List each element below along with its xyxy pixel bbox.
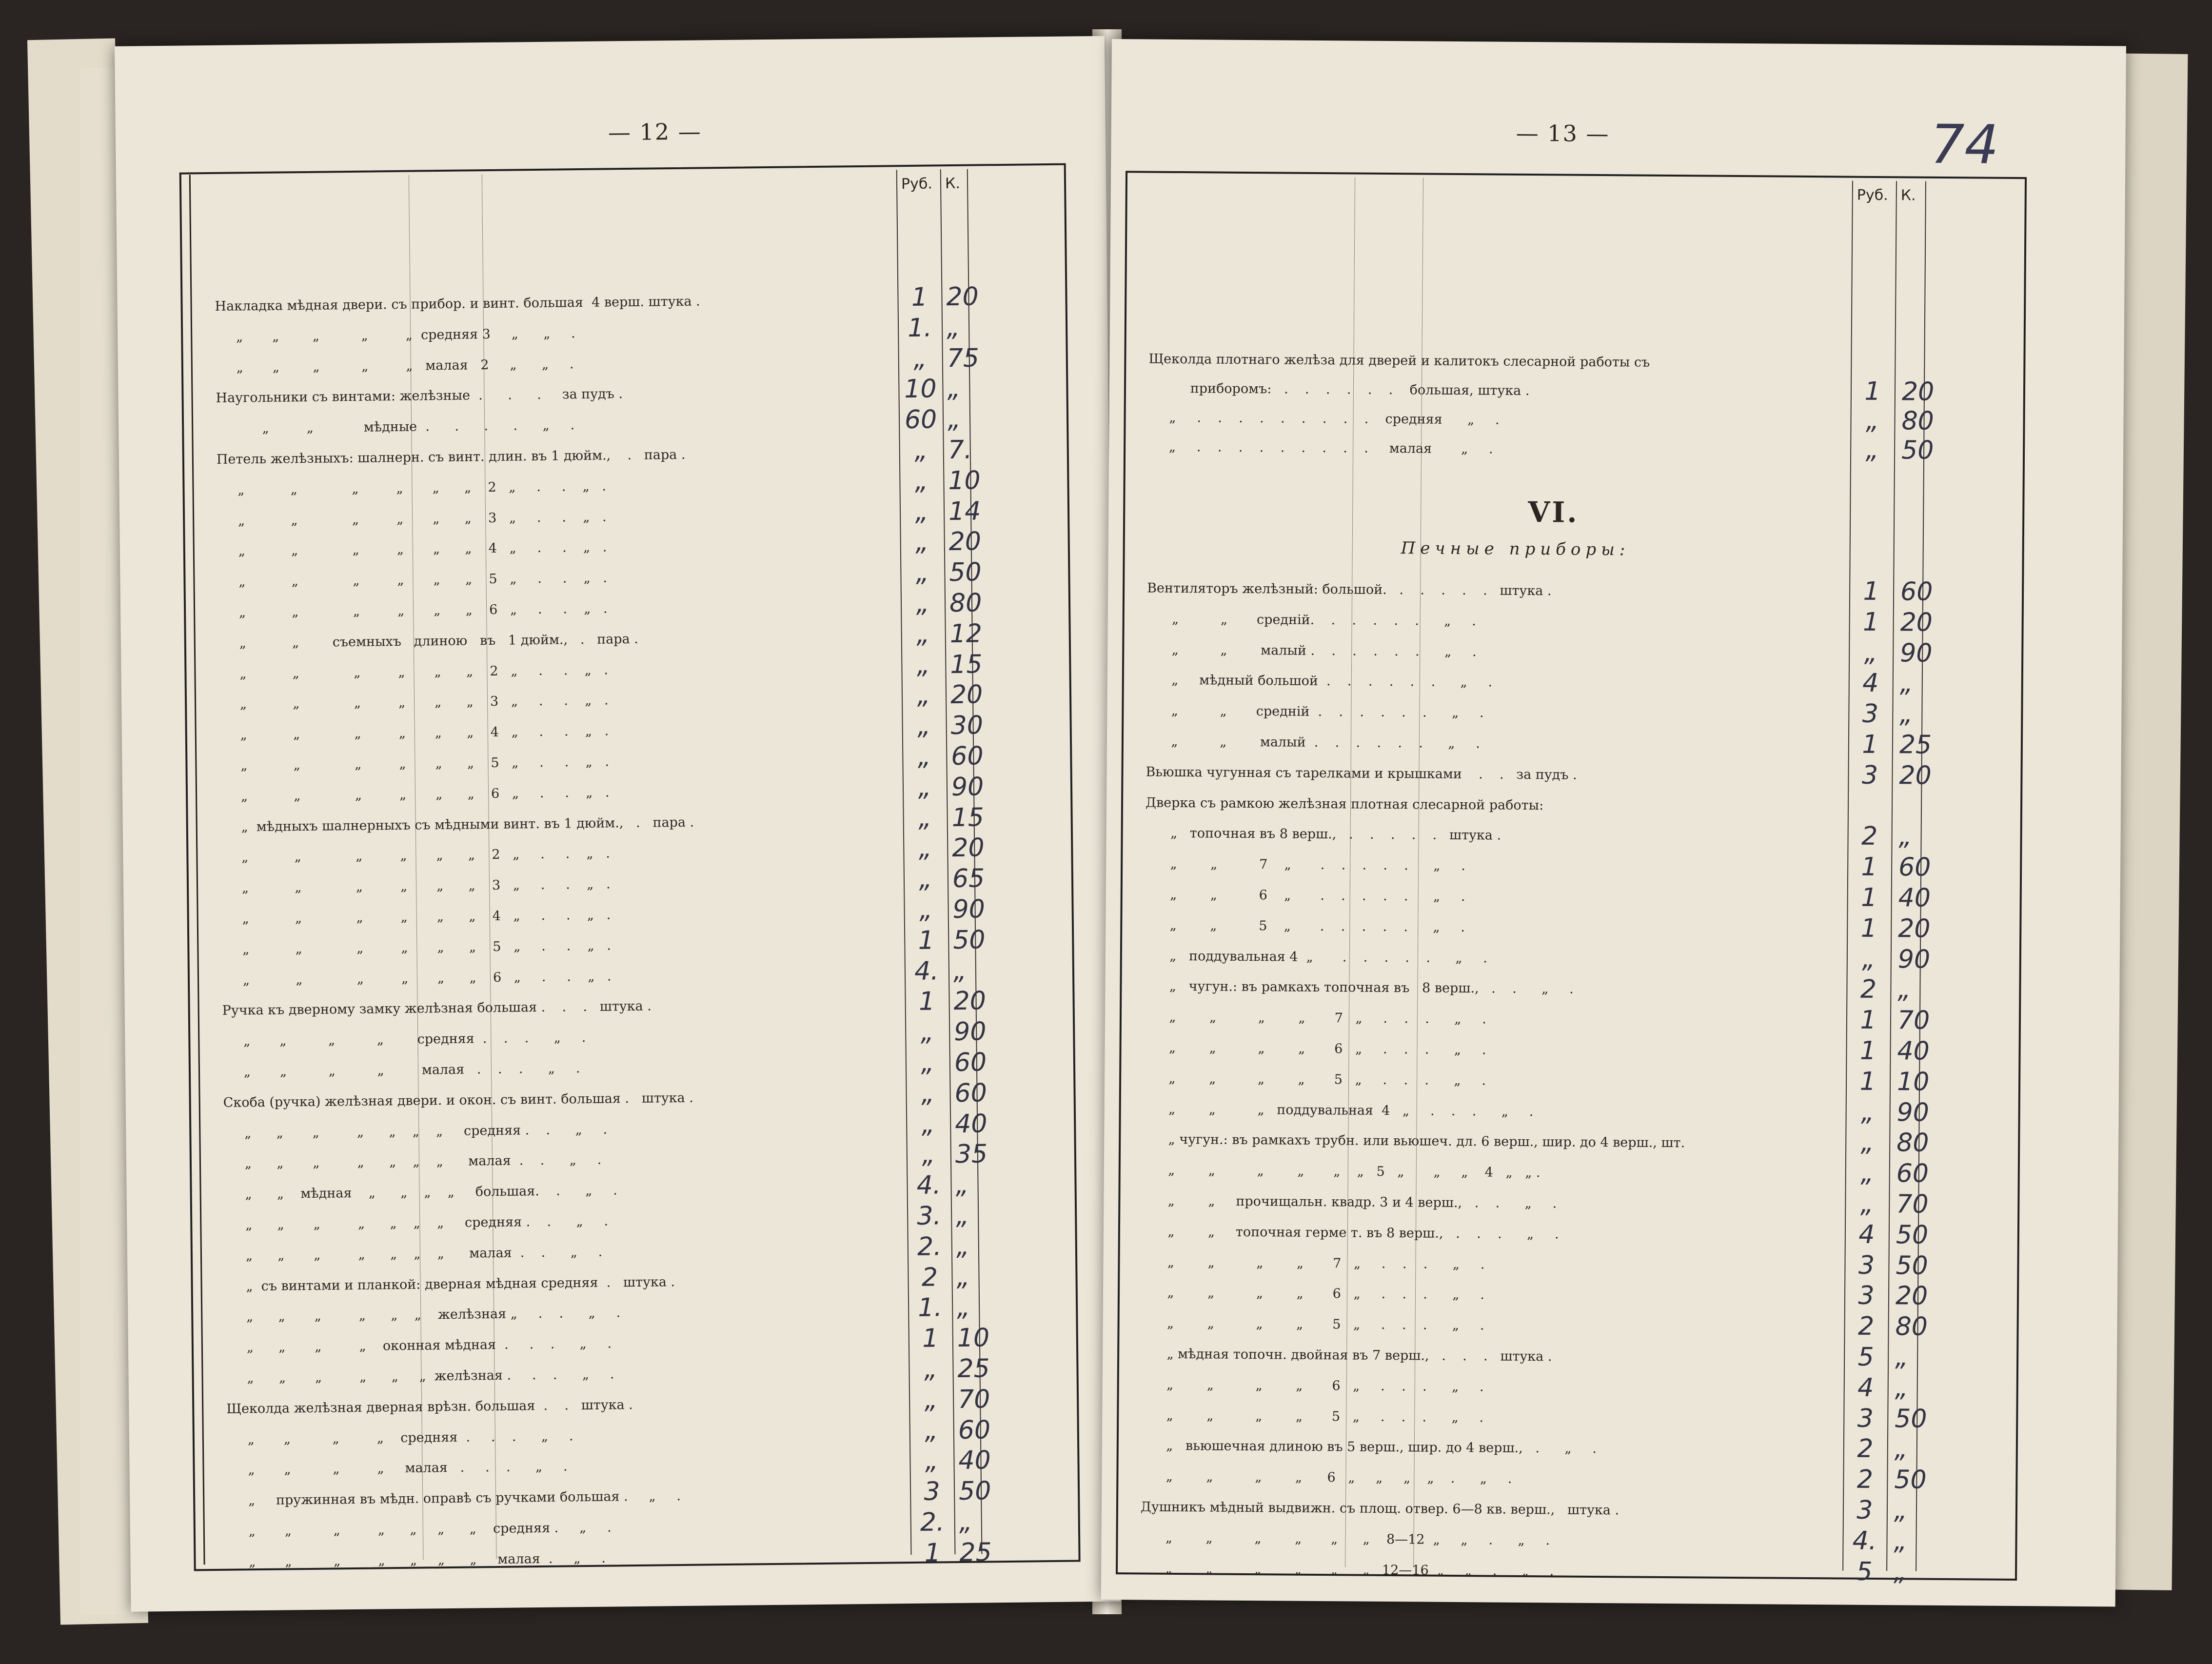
price-kopecks: 90 (1900, 638, 1933, 668)
price-rubles: „ (1860, 1189, 1874, 1219)
price-kopecks: 70 (1897, 1006, 1930, 1035)
price-rubles: „ (916, 650, 930, 680)
price-rubles: 3 (1856, 1495, 1873, 1525)
item-description: „ „ „ „ „ малая 2 „ „ . (215, 356, 574, 376)
item-description: „ „ малый . . . . . . „ . (1146, 733, 1481, 752)
price-rubles: 2 (1857, 1434, 1874, 1464)
price-rubles: „ (916, 589, 929, 618)
price-kopecks: 15 (950, 650, 983, 679)
item-description: „ „ „ „ 6 „ „ „ „ . „ . (1141, 1468, 1512, 1486)
item-description: „ „ съемныхъ длиною въ 1 дюйм., . пара . (218, 631, 638, 651)
item-description: „ „ „ „ „ „ желѣзная . . . „ . (226, 1367, 614, 1386)
price-kopecks: 20 (952, 833, 985, 863)
item-description: „ „ „ „ 7 „ . . . „ . (1142, 1254, 1485, 1272)
item-description: „ чугун.: въ рамкахъ топочная въ 8 верш., . . „ . (1144, 978, 1574, 997)
price-rubles: 1 (1859, 1036, 1876, 1066)
right-page (1101, 39, 2126, 1606)
price-rubles: „ (924, 1354, 938, 1384)
price-kopecks: 7. (948, 435, 972, 465)
price-rubles: „ (915, 527, 929, 557)
item-description: „ „ мѣдные . . . . „ . (216, 417, 575, 437)
item-description: „ „ „ „ „ „ 6 „ . . „ . (218, 601, 608, 620)
page-number: — 12 — (608, 118, 702, 146)
price-kopecks: „ (1895, 1373, 1908, 1403)
item-description: „ „ „ „ оконная мѣдная . . . „ . (225, 1336, 612, 1355)
price-rubles: „ (915, 558, 929, 588)
price-kopecks: „ (947, 374, 961, 404)
item-description: „ мѣдныхъ шалнерныхъ съ мѣдными винт. въ 1 дюйм., . пара . (220, 814, 694, 835)
price-rubles: 1 (1863, 576, 1879, 607)
item-description: „ „ „ „ „ „ „ малая . „ . (228, 1550, 606, 1570)
price-kopecks: „ (1895, 1343, 1909, 1372)
left-page (115, 36, 1121, 1612)
price-kopecks: 60 (954, 1048, 987, 1078)
price-kopecks: „ (1898, 822, 1912, 852)
price-kopecks: 60 (1898, 852, 1931, 882)
price-rubles: „ (917, 711, 931, 741)
price-rubles: „ (921, 1079, 935, 1109)
price-rubles: 1 (1860, 913, 1877, 943)
price-rubles: 3. (917, 1201, 942, 1231)
price-kopecks: 65 (952, 864, 985, 894)
price-rubles: 4 (1858, 1220, 1875, 1249)
price-kopecks: 90 (1897, 944, 1931, 974)
price-kopecks: 60 (954, 1078, 988, 1108)
price-rubles: 1 (1862, 730, 1878, 760)
price-rubles: 2. (920, 1507, 945, 1537)
price-kopecks: 10 (957, 1323, 990, 1353)
item-description: „ пружинная въ мѣдн. оправѣ съ ручками большая . „ . (227, 1488, 681, 1508)
price-kopecks: „ (956, 1293, 970, 1323)
price-rubles: „ (919, 864, 932, 894)
item-description: „ „ „ „ „ „ 4 „ . . „ . (221, 907, 611, 927)
price-kopecks: 25 (959, 1538, 992, 1567)
item-description: Щеколда желѣзная дверная врѣзн. большая . . штука . (226, 1397, 633, 1417)
price-rubles: 1 (1861, 852, 1877, 882)
price-rubles: „ (925, 1446, 939, 1476)
price-kopecks: 50 (958, 1476, 991, 1506)
item-description: „ „ „ „ „ „ „ средняя . „ . (227, 1520, 612, 1539)
price-kopecks: 20 (1898, 914, 1931, 944)
price-kopecks: 15 (951, 803, 985, 832)
price-rubles: „ (914, 466, 928, 496)
price-kopecks: „ (953, 956, 967, 986)
item-description: „ „ „ „ „ „ 5 „ „ „ 4 „ „ . (1143, 1162, 1540, 1181)
price-kopecks: 90 (953, 1017, 987, 1047)
price-rubles: „ (925, 1416, 938, 1446)
section-numeral: VI. (1528, 495, 1579, 529)
price-rubles: 1 (1860, 1005, 1876, 1035)
price-rubles: „ (921, 1048, 934, 1078)
item-description: „ „ „ „ „ „ 5 „ . . „ . (217, 570, 608, 590)
price-rubles: 1 (1862, 607, 1879, 637)
price-kopecks: 20 (1895, 1281, 1928, 1311)
price-kopecks: 20 (948, 527, 982, 557)
item-description: „ „ „ „ „ „ 5 „ . . „ . (219, 754, 610, 773)
price-table (1140, 176, 2018, 1587)
header-rub: Руб. (1856, 186, 1888, 204)
price-kopecks: 90 (1896, 1097, 1930, 1128)
item-description: „ „ „ „ „ „ 2 „ . . „ . (220, 846, 611, 866)
price-rubles: 4. (914, 956, 939, 986)
item-description: „ „ „ „ средняя . . . „ . (226, 1428, 573, 1447)
item-description: „ „ „ „ 7 „ . . . „ . (1144, 1009, 1486, 1027)
price-kopecks: 25 (957, 1354, 990, 1384)
item-description: „ „ „ „ „ „ 2 „ . . „ . (218, 662, 609, 682)
price-kopecks: „ (946, 313, 960, 342)
item-description: „ „ малый . . . . . . „ . (1146, 642, 1477, 659)
price-rubles: 1 (922, 1324, 939, 1353)
price-rubles: 4. (1852, 1526, 1877, 1556)
price-kopecks: „ (1899, 699, 1913, 729)
price-rubles: „ (922, 1140, 935, 1170)
price-rubles: 5 (1856, 1557, 1873, 1586)
price-rubles: „ (914, 436, 928, 465)
item-description: „ „ „ „ „ „ 4 „ . . „ . (217, 539, 607, 559)
price-kopecks: „ (1893, 1557, 1907, 1587)
item-description: „ „ „ „ „ „ 4 „ . . „ . (219, 723, 609, 743)
price-kopecks: 50 (1901, 436, 1934, 465)
price-kopecks: 20 (946, 282, 979, 312)
price-kopecks: 90 (951, 772, 984, 802)
price-rubles: „ (920, 1017, 934, 1047)
item-description: „ „ средній . . . . . . „ . (1146, 703, 1484, 721)
price-kopecks: 60 (951, 741, 984, 772)
price-kopecks: 60 (1900, 577, 1933, 607)
price-kopecks: 70 (957, 1385, 990, 1414)
price-rubles: 3 (1858, 1281, 1875, 1311)
price-rubles: „ (921, 1109, 935, 1139)
item-description: „ „ 5 „ . . . . . „ . (1145, 917, 1465, 935)
price-kopecks: 75 (947, 343, 980, 373)
header-rub: Руб. (901, 175, 933, 193)
header-kop: К. (945, 175, 961, 193)
price-kopecks: „ (955, 1201, 969, 1231)
item-description: Душникъ мѣдный выдвижн. съ площ. отвер. 6—8 кв. верш., штука . (1140, 1499, 1620, 1518)
price-rubles: 1 (918, 987, 935, 1017)
item-description: „ „ „ „ „ „ 6 „ . . „ . (219, 785, 610, 804)
price-table (214, 168, 1067, 1570)
price-kopecks: 50 (1896, 1220, 1929, 1250)
price-rubles: „ (1860, 1128, 1874, 1158)
item-description: „ „ „ „ 6 „ . . . „ . (1141, 1377, 1484, 1395)
item-description: Дверка съ рамкою желѣзная плотная слесарной работы: (1145, 795, 1544, 813)
item-description: „ „ „ „ 5 „ . . . „ . (1142, 1315, 1484, 1333)
item-description: Скоба (ручка) желѣзная двери. и окон. съ винт. большая . штука . (223, 1090, 693, 1110)
price-rubles: 2. (917, 1232, 942, 1262)
price-rubles: 1 (1860, 883, 1877, 912)
price-kopecks: 50 (949, 557, 982, 588)
price-rubles: 1 (918, 926, 935, 955)
item-description: „ „ „ „ „ „ 8—12 „ „ . „ . (1140, 1530, 1550, 1548)
price-kopecks: „ (955, 1170, 969, 1200)
item-description: Накладка мѣдная двери. съ прибор. и винт. большая 4 верш. штука . (215, 294, 700, 314)
price-kopecks: 20 (1900, 608, 1933, 637)
price-kopecks: 14 (948, 496, 981, 526)
price-rubles: 3 (1857, 1404, 1874, 1433)
price-kopecks: 80 (1901, 406, 1934, 436)
price-kopecks: 40 (958, 1446, 991, 1476)
price-rubles: 2 (1856, 1465, 1874, 1495)
price-rubles: 1 (1859, 1067, 1876, 1096)
price-rubles: „ (918, 773, 931, 802)
price-rubles: 2 (1860, 975, 1877, 1005)
price-rubles: „ (918, 803, 932, 833)
item-description: Наугольники съ винтами: желѣзные . . . за пудъ . (216, 386, 623, 406)
item-description: Вьюшка чугунная съ тарелками и крышками . . за пудъ . (1146, 764, 1577, 783)
price-kopecks: 80 (1896, 1128, 1929, 1158)
price-rubles: 10 (904, 374, 937, 404)
price-kopecks: 80 (1895, 1312, 1928, 1342)
item-description: Щеколда плотнаго желѣза для дверей и калитокъ слесарной работы съ (1148, 351, 1650, 370)
price-kopecks: 90 (952, 894, 986, 925)
price-rubles: „ (917, 680, 930, 711)
price-rubles: „ (1864, 638, 1877, 668)
price-rubles: „ (1860, 1158, 1874, 1189)
price-kopecks: 80 (949, 588, 982, 618)
item-description: „ „ „ „ „ „ „ средняя . . „ . (223, 1122, 608, 1141)
price-kopecks: 40 (1897, 1036, 1930, 1066)
item-description: „ . . . . . . . . . средняя „ . (1148, 410, 1500, 428)
price-rubles: 3 (1862, 699, 1879, 729)
price-kopecks: 12 (949, 619, 983, 649)
price-kopecks: 50 (1894, 1465, 1927, 1495)
price-rubles: 2 (1857, 1311, 1875, 1342)
item-description: „ „ „ „ „ „ 12—16 „ „ . „ . (1140, 1561, 1554, 1579)
price-rubles: 1 (924, 1538, 941, 1568)
price-kopecks: 50 (1896, 1250, 1928, 1281)
item-description: „ „ „ „ „ „ 3 „ . . „ . (220, 876, 611, 896)
price-rubles: 4 (1862, 669, 1879, 698)
price-rubles: „ (918, 833, 932, 864)
item-description: „ „ „ „ 6 „ . . . „ . (1142, 1285, 1485, 1303)
price-kopecks: 60 (958, 1415, 991, 1445)
price-rubles: 3 (924, 1477, 940, 1506)
price-kopecks: 30 (950, 711, 984, 741)
price-kopecks: 60 (1896, 1159, 1929, 1189)
price-kopecks: 25 (1899, 730, 1932, 760)
handwritten-folio-number: 74 (1930, 113, 1999, 176)
price-kopecks: „ (1899, 669, 1913, 698)
item-description: „ „ „ „ малая . . . „ . (222, 1061, 580, 1080)
price-rubles: 1. (918, 1293, 943, 1323)
price-row (1146, 760, 1975, 799)
item-description: „ „ „ „ „ „ желѣзная „ . . „ . (225, 1305, 621, 1325)
price-rubles: „ (1862, 944, 1876, 974)
price-rubles: 60 (904, 405, 937, 435)
price-rubles: 3 (1858, 1250, 1875, 1280)
price-kopecks: 50 (1895, 1404, 1927, 1434)
item-description: „ „ мѣдная „ „ „ „ большая. . „ . (224, 1183, 617, 1202)
item-description: Вентиляторъ желѣзный: большой. . . . . . штука . (1147, 580, 1552, 599)
price-kopecks: „ (1897, 975, 1911, 1005)
price-kopecks: 10 (948, 466, 981, 495)
item-description: „ чугун.: въ рамкахъ трубн. или вьюшеч. дл. 6 верш., шир. до 4 верш., шт. (1143, 1131, 1685, 1151)
item-description: „ мѣдная топочн. двойная въ 7 верш., . . . штука . (1142, 1346, 1552, 1365)
item-description: Петель желѣзныхъ: шалнерн. съ винт. длин. въ 1 дюйм., . пара . (216, 447, 686, 467)
item-description: „ „ „ „ „ „ „ малая . . „ . (223, 1152, 602, 1172)
item-description: „ „ „ „ „ „ „ средняя . . „ . (224, 1213, 609, 1233)
price-kopecks: 70 (1896, 1189, 1929, 1219)
price-kopecks: 35 (955, 1139, 988, 1169)
price-kopecks: „ (1894, 1526, 1907, 1556)
item-description: „ „ „ „ малая . . . „ . (227, 1459, 568, 1478)
price-kopecks: „ (1894, 1496, 1908, 1525)
price-row (1140, 1557, 1969, 1596)
item-description: „ „ „ „ „ „ „ малая . . „ . (224, 1244, 603, 1264)
price-rubles: „ (1865, 406, 1879, 436)
item-description: „ „ 7 „ . . . . . „ . (1145, 856, 1466, 874)
price-row (1148, 435, 1977, 475)
item-description: „ „ топочная герме т. въ 8 верш., . . . „ . (1142, 1224, 1559, 1242)
item-description: „ „ „ „ средняя . . . „ . (222, 1030, 586, 1049)
item-description: приборомъ: . . . . . . большая, штука . (1148, 380, 1530, 398)
price-rubles: „ (917, 742, 931, 772)
price-kopecks: 20 (950, 680, 983, 710)
price-rubles: 4. (916, 1170, 941, 1201)
item-description: „ „ „ „ 6 „ . . . „ . (1144, 1040, 1486, 1058)
page-number: — 13 — (1516, 119, 1610, 147)
price-kopecks: 50 (952, 925, 986, 955)
item-description: „ поддувальная 4 „ . . . . . „ . (1144, 948, 1488, 966)
price-rubles: „ (919, 895, 933, 925)
item-description: „ съ винтами и планкой: дверная мѣдная средняя . штука . (225, 1274, 675, 1294)
price-kopecks: „ (956, 1262, 970, 1292)
item-description: „ вьюшечная длиною въ 5 верш., шир. до 4 верш., . „ . (1141, 1438, 1597, 1457)
price-rubles: „ (913, 344, 927, 374)
price-rubles: „ (915, 497, 928, 527)
price-rubles: „ (916, 619, 930, 649)
price-kopecks: 10 (1896, 1067, 1930, 1097)
price-kopecks: „ (956, 1231, 970, 1261)
price-rubles: 1. (908, 313, 932, 343)
item-description: „ „ средній. . . . . . „ . (1146, 611, 1476, 629)
price-rubles: 2 (1861, 822, 1878, 852)
price-rubles: „ (1865, 435, 1879, 465)
item-description: „ мѣдный большой . . . . . . „ . (1146, 672, 1493, 690)
item-description: Ручка къ дверному замку желѣзная большая . . . штука . (222, 998, 652, 1019)
item-description: „ „ „ „ „ „ 3 „ . . „ . (218, 693, 609, 713)
item-description: „ „ „ „ „ „ 5 „ . . „ . (221, 938, 612, 957)
price-rubles: 3 (1861, 760, 1878, 790)
item-description: „ . . . . . . . . . малая „ . (1148, 439, 1493, 457)
price-kopecks: „ (959, 1507, 973, 1537)
price-kopecks: „ (947, 405, 961, 435)
item-description: „ „ „ „ 5 „ . . . „ . (1144, 1070, 1486, 1089)
item-description: „ „ „ „ „ „ 2 „ . . „ . (217, 478, 607, 498)
price-rubles: 5 (1857, 1342, 1874, 1372)
section-title: Печные приборы: (1401, 538, 1630, 560)
item-description: „ „ „ „ „ „ 6 „ . . „ . (221, 969, 612, 988)
header-kop: К. (1900, 187, 1916, 204)
price-rubles: „ (1860, 1097, 1875, 1127)
item-description: „ „ „ „ „ „ 3 „ . . „ . (217, 509, 607, 529)
price-kopecks: „ (1894, 1434, 1908, 1464)
price-kopecks: 20 (953, 986, 987, 1016)
price-rubles: 1 (911, 282, 928, 312)
item-description: „ „ 6 „ . . . . . „ . (1145, 887, 1465, 905)
price-kopecks: 20 (1899, 761, 1932, 791)
price-rubles: „ (924, 1385, 938, 1415)
price-kopecks: 40 (954, 1109, 988, 1139)
price-kopecks: 40 (1898, 883, 1931, 913)
price-kopecks: 20 (1901, 377, 1935, 407)
item-description: „ „ „ поддувальная 4 „ . . . „ . (1143, 1101, 1534, 1119)
price-rubles: 4 (1857, 1373, 1874, 1403)
item-description: „ топочная въ 8 верш., . . . . . штука . (1145, 825, 1501, 844)
item-description: „ „ „ „ „ средняя 3 „ „ . (215, 325, 575, 345)
item-description: „ „ прочищальн. квадр. 3 и 4 верш., . . „ . (1143, 1193, 1557, 1211)
price-rubles: 2 (921, 1263, 938, 1292)
price-rubles: 1 (1864, 376, 1881, 407)
item-description: „ „ „ „ 5 „ . . . „ . (1141, 1407, 1484, 1425)
